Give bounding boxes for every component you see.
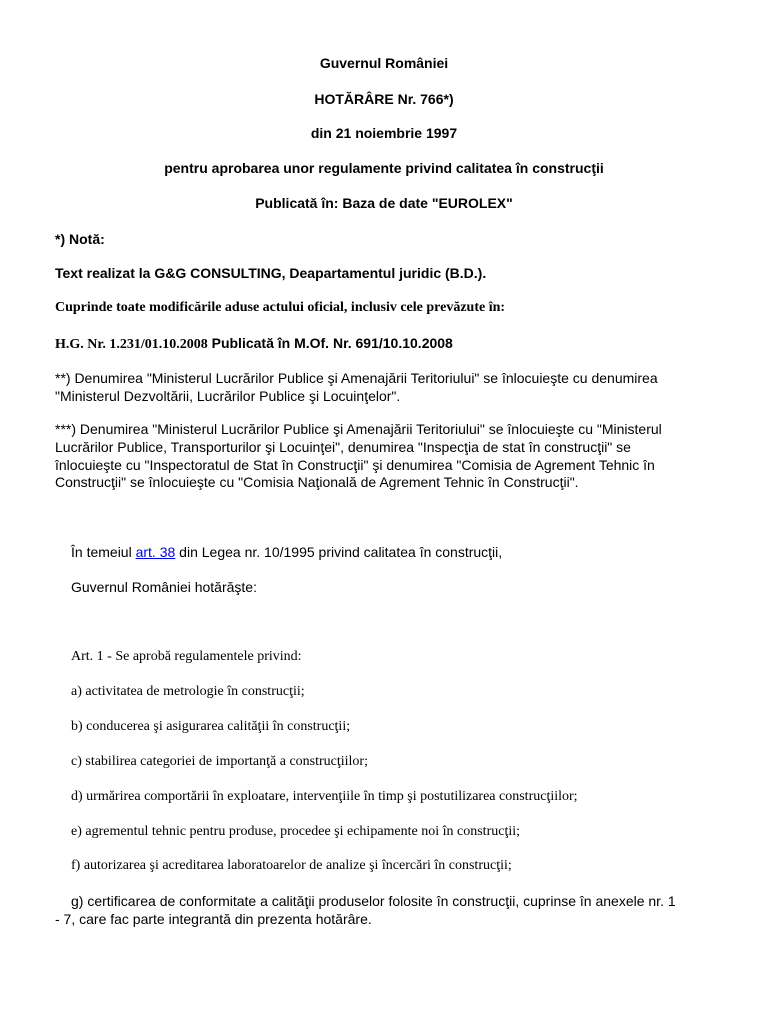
article-1-item-c: c) stabilirea categoriei de importanţă a construcţiilor; <box>71 754 368 769</box>
note-text: Text realizat la G&G CONSULTING, Deapartamentul juridic (B.D.). <box>55 265 487 281</box>
decision-title: HOTĂRÂRE Nr. 766*) <box>314 91 454 107</box>
note-label: *) Notă: <box>55 231 105 247</box>
article-1-item-f: f) autorizarea şi acreditarea laboratoarelor de analize şi încercări în construcţii; <box>71 858 512 873</box>
publication-source: Publicată în: Baza de date "EUROLEX" <box>255 195 513 211</box>
government-decides: Guvernul României hotărăşte: <box>71 579 257 595</box>
article-1-item-g-line-2: - 7, care fac parte integrantă din prezenta hotărâre. <box>55 911 372 927</box>
article-1-item-a: a) activitatea de metrologie în construcţii; <box>71 684 305 699</box>
footnote-double-line-1: **) Denumirea "Ministerul Lucrărilor Publice şi Amenajării Teritoriului" se înlocuieşte cu denumirea <box>55 370 658 386</box>
article-1-heading: Art. 1 - Se aprobă regulamentele privind: <box>71 649 302 664</box>
legal-basis-prefix: În temeiul <box>71 544 136 560</box>
amendment-reference <box>55 334 453 354</box>
article-1-item-d: d) urmărirea comportării în exploatare, intervenţiile în timp şi postutilizarea construcţiilor; <box>71 789 578 804</box>
footnote-triple-line-3: înlocuieşte cu "Inspectoratul de Stat în Construcţii" şi denumirea "Comisia de Agrement Tehnic în <box>55 457 655 473</box>
article-1-item-g-line-1: g) certificarea de conformitate a calităţii produselor folosite în construcţii, cuprinse în anexele nr. 1 <box>71 893 676 909</box>
government-heading: Guvernul României <box>319 55 449 71</box>
footnote-triple-line-2: Lucrărilor Publice, Transporturilor şi Locuinţei", denumirea "Inspecţia de stat în construcţii" se <box>55 439 631 455</box>
footnote-triple-line-1: ***) Denumirea "Ministerul Lucrărilor Publice şi Amenajării Teritoriului" se înlocuieşte cu "Ministerul <box>55 421 662 437</box>
note-includes: Cuprinde toate modificările aduse actului oficial, inclusiv cele prevăzute în: <box>55 300 506 315</box>
footnote-double-line-2: "Ministerul Dezvoltării, Lucrărilor Publice şi Locuinţelor". <box>55 388 401 404</box>
decision-date: din 21 noiembrie 1997 <box>310 125 458 141</box>
footnote-triple-line-4: Construcţii" se înlocuieşte cu "Comisia Naţională de Agrement Tehnic în Construcţii". <box>55 474 579 490</box>
legal-basis-suffix: din Legea nr. 10/1995 privind calitatea în construcţii, <box>175 544 503 560</box>
art-38-link[interactable]: art. 38 <box>135 544 176 560</box>
decision-subject: pentru aprobarea unor regulamente privind calitatea în construcţii <box>164 160 604 176</box>
hg-publication: Publicată în M.Of. Nr. 691/10.10.2008 <box>207 335 453 351</box>
article-1-item-e: e) agrementul tehnic pentru produse, procedee şi echipamente noi în construcţii; <box>71 824 521 839</box>
hg-reference: H.G. Nr. 1.231/01.10.2008 <box>55 337 208 352</box>
article-1-item-b: b) conducerea şi asigurarea calităţii în construcţii; <box>71 719 351 734</box>
legal-basis <box>71 543 502 561</box>
